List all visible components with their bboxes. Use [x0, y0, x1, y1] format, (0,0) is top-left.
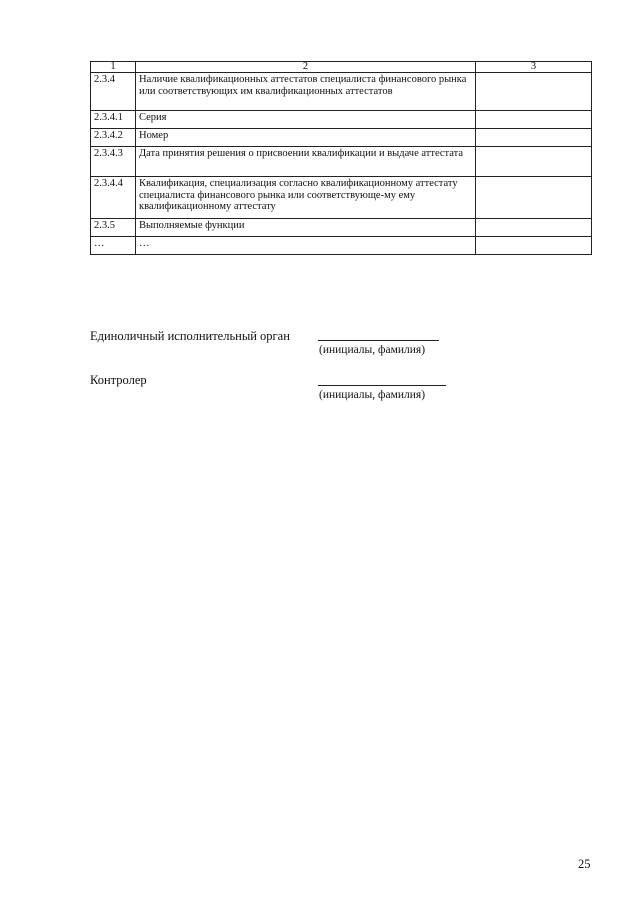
- table-row: [91, 147, 592, 177]
- row-text: …: [136, 237, 476, 255]
- row-number: 2.3.5: [91, 219, 136, 237]
- row-number: 2.3.4.4: [91, 177, 136, 219]
- row-value: [476, 237, 592, 255]
- row-number: 2.3.4.2: [91, 129, 136, 147]
- row-number: 2.3.4: [91, 73, 136, 111]
- header-col-3: 3: [476, 62, 592, 73]
- row-value: [476, 219, 592, 237]
- requirements-table: [90, 61, 592, 255]
- header-col-1: 1: [91, 62, 136, 73]
- executive-signature-line: [318, 340, 439, 341]
- table-row: [91, 111, 592, 129]
- row-text: Квалификация, специализация согласно квалификационному аттестату специалиста финансового рынка или соответствующе-му ему квалификационному аттестату: [136, 177, 476, 219]
- table-row: [91, 237, 592, 255]
- executive-signature-label: Единоличный исполнительный орган: [90, 329, 290, 343]
- table-row: [91, 219, 592, 237]
- table-header-row: [91, 62, 592, 73]
- row-value: [476, 147, 592, 177]
- row-number: 2.3.4.1: [91, 111, 136, 129]
- table-row: [91, 177, 592, 219]
- row-value: [476, 177, 592, 219]
- row-text: Серия: [136, 111, 476, 129]
- table-row: [91, 73, 592, 111]
- row-text: Наличие квалификационных аттестатов специалиста финансового рынка или соответствующих им квалификационных аттестатов: [136, 73, 476, 111]
- row-number: 2.3.4.3: [91, 147, 136, 177]
- row-value: [476, 111, 592, 129]
- controller-signature-label: Контролер: [90, 373, 147, 387]
- executive-signature-caption: (инициалы, фамилия): [319, 344, 426, 356]
- row-text: Номер: [136, 129, 476, 147]
- page-number: 25: [578, 857, 591, 871]
- header-col-2: 2: [136, 62, 476, 73]
- row-value: [476, 73, 592, 111]
- row-value: [476, 129, 592, 147]
- row-number: …: [91, 237, 136, 255]
- row-text: Выполняемые функции: [136, 219, 476, 237]
- row-text: Дата принятия решения о присвоении квалификации и выдаче аттестата: [136, 147, 476, 177]
- controller-signature-caption: (инициалы, фамилия): [319, 389, 426, 401]
- controller-signature-line: [318, 385, 446, 386]
- table-row: [91, 129, 592, 147]
